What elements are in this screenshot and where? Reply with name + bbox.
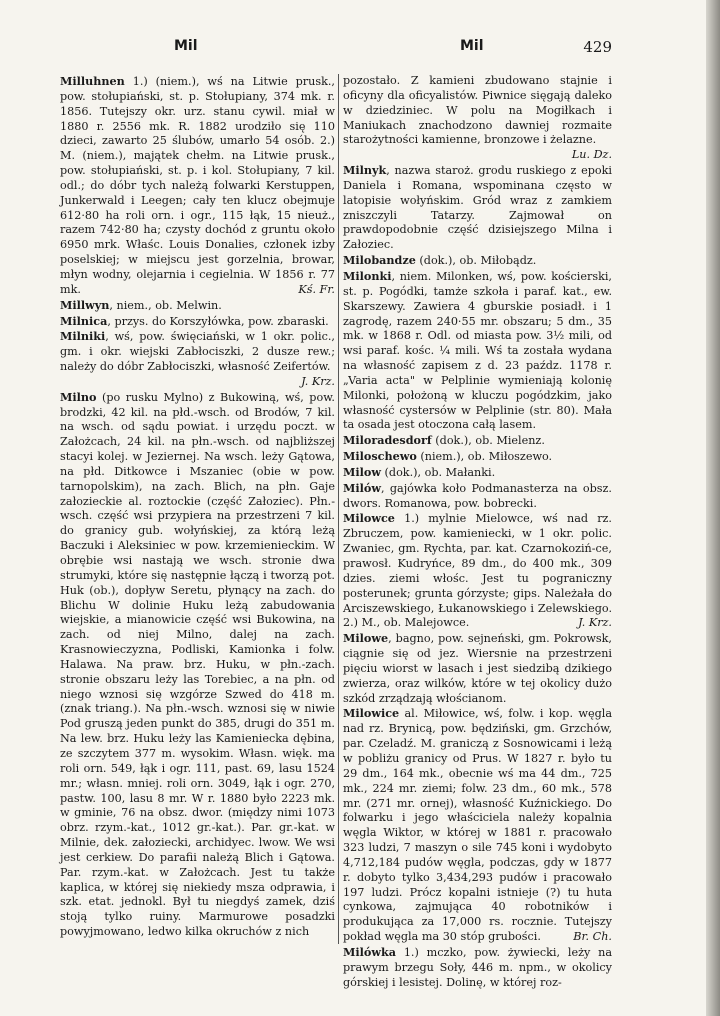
page-edge-shadow xyxy=(706,0,720,1016)
entry-author: Lu. Dz. xyxy=(571,148,612,162)
dictionary-entry xyxy=(343,433,612,449)
running-head-right: Mil xyxy=(460,38,484,54)
entry-headword: Milnica xyxy=(60,313,108,328)
entry-text: (dok.), ob. Mielenz. xyxy=(431,434,545,448)
dictionary-entry xyxy=(343,631,612,706)
entry-headword: Milówka xyxy=(343,944,396,959)
dictionary-entry xyxy=(343,269,612,433)
entry-author: Kś. Fr. xyxy=(298,282,335,296)
page-header xyxy=(60,38,612,58)
entry-text: , wś, pow. święciański, w 1 okr. polic., gm. i okr. wiejski Zabłociszki, 2 dusze rew.; należy do dóbr Zabłociszki, własność Zeifertów. xyxy=(60,330,335,374)
entry-headword: Miloradesdorf xyxy=(343,433,432,448)
entry-headword: Millwyn xyxy=(60,297,110,312)
entry-text: , niem., ob. Melwin. xyxy=(109,298,222,312)
entry-text: , przys. do Korszyłówka, pow. zbaraski. xyxy=(107,314,329,328)
dictionary-entry xyxy=(60,314,335,330)
entry-headword: Milowice xyxy=(343,706,400,721)
entry-text: , niem. Milonken, wś, pow. kościerski, st. p. Pogódki, tamże szkoła i paraf. kat., ew. Skarszewy. Zawiera 4 gburskie posiadł. i 1 zagrodę, razem 240·55 mr. obszaru; 5 dm., 35 mk. w 1868 r. Odl. od miasta pow. 3½ mili, od wsi paraf. kośc. ¼ mili. Wś ta została wydana na własność zapisem z d. 23 paźdz. 1178 r. „Varia acta" w Pelplinie wymieniają kolonię Milonki, położoną w kluczu pogódzkim, jako własność cystersów w Pelplinie (str. 80). Mała ta osada jest otoczona całą lasem. xyxy=(343,269,612,432)
entry-text: 1.) mylnie Mielowce, wś nad rz. Zbruczem, pow. kamieniecki, w 1 okr. polic. Zwaniec, gm. Rychta, par. kat. Czarnokoziń-ce, prawosł. Kudryńce, 89 dm., do 400 mk., 309 dzies. ziemi włośc. Jest tu pograniczny posterunek; grunta górzyste; gips. Należała do Arciszewskiego, Łukanowskiego i Zelewskiego. 2.) M., ob. Malejowce. xyxy=(343,512,612,630)
entry-headword: Milowe xyxy=(343,631,389,646)
entry-headword: Milowce xyxy=(343,511,395,526)
dictionary-entry xyxy=(343,163,612,253)
entry-text: al. Miłowice, wś, folw. i kop. węgla nad rz. Brynicą, pow. będziński, gm. Grzchów, par. Czeladź. M. graniczą z Sosnowicami i leżą w pobliżu granicy od Prus. W 1827 r. było tu 29 dm., 164 mk., obecnie wś ma 44 dm., 725 mk., 224 mr. ziemi; folw. 23 dm., 60 mk., 578 mr. (271 mr. ornej), własność Kuźnickiego. Do folwarku i jego właściciela należy kopalnia węgla Wiktor, w której w 1881 r. pracowało 323 ludzi, 7 maszyn o sile 745 koni i wydobyto 4,712,184 pudów węgla, podczas, gdy w 1877 r. dobyto tylko 3,434,293 pudów i pracowało 197 ludzi. Prócz kopalni istnieje (?) tu huta cynkowa, zajmująca 40 robotników i produkująca za 17,000 rs. rocznie. Tutejszy pokład węgla ma 30 stóp grubości. xyxy=(343,707,612,944)
entry-text: pozostało. Z kamieni zbudowano stajnie i oficyny dla oficyalistów. Piwnice sięgają daleko w dziedziniec. W polu na Mogiłkach i Maniukach znachodzono dawniej rozmaite starożytności kamienne, bronzowe i żelazne. xyxy=(343,74,612,147)
running-head-left: Mil xyxy=(174,38,198,54)
dictionary-entry xyxy=(343,449,612,465)
entry-headword: Milów xyxy=(343,480,381,495)
dictionary-entry xyxy=(343,706,612,945)
entry-headword: Milniki xyxy=(60,329,106,344)
entry-author: J. Krz. xyxy=(301,374,335,388)
entry-headword: Milno xyxy=(60,389,97,404)
dictionary-entry xyxy=(60,74,335,298)
dictionary-entry xyxy=(343,481,612,512)
dictionary-entry xyxy=(343,465,612,481)
dictionary-entry xyxy=(60,390,335,940)
dictionary-entry xyxy=(60,298,335,314)
dictionary-entry xyxy=(343,253,612,269)
entry-text: , gajówka koło Podmanasterza na obsz. dwors. Romanowa, pow. bobrecki. xyxy=(343,481,612,510)
entry-headword: Miloschewo xyxy=(343,449,417,464)
entry-author: J. Krz. xyxy=(578,616,612,630)
dictionary-entry xyxy=(343,945,612,991)
entry-headword: Milluhnen xyxy=(60,74,125,88)
column-divider xyxy=(338,74,339,944)
page-number: 429 xyxy=(583,38,612,56)
entry-text: 1.) mczko, pow. żywiecki, leży na prawym brzegu Soły, 446 m. npm., w okolicy górskiej i lesistej. Dolinę, w której roz- xyxy=(343,945,612,989)
dictionary-entry xyxy=(343,74,612,163)
right-column xyxy=(343,74,612,989)
entry-headword: Milonki xyxy=(343,268,392,283)
entry-text: , bagno, pow. sejneński, gm. Pokrowsk, ciągnie się od jez. Wiersnie na przestrzeni pięciu wiorst w lasach i jest siedzibą dzikiego zwierza, oraz wilków, które w tej okolicy dużo szkód zrządzają włościanom. xyxy=(343,632,612,705)
entry-headword: Milobandze xyxy=(343,253,416,268)
dictionary-entry xyxy=(60,329,335,389)
entry-text: (niem.), ob. Miłoszewo. xyxy=(416,450,553,464)
entry-text: (dok.), ob. Małanki. xyxy=(380,465,496,479)
entry-text: 1.) (niem.), wś na Litwie prusk., pow. stołupiański, st. p. Stołupiany, 374 mk. r. 1856. Tutejszy okr. urz. stanu cywil. miał w 1880 r. 2556 mk. R. 1882 urodziło się 110 dzieci, zawarto 25 ślubów, umarło 54 osób. 2.) M. (niem.), majątek chełm. na Litwie prusk., pow. stołupiański, st. p. i kol. Stołupiany, 7 kil. odl.; do dóbr tych należą folwarki Kerstuppen, Junkerwald i Leegen; cały ten klucz obejmuje 612·80 ha roli orn. i ogr., 115 łąk, 15 nieuż., razem 742·80 ha; czysty dochód z gruntu około 6950 mrk. Właśc. Louis Donalies, członek izby poselskiej; w miejscu jest gorzelnia, browar, młyn wodny, olejarnia i cegielnia. W 1856 r. 77 mk. xyxy=(60,75,335,296)
entry-text: (po rusku Mylno) z Bukowiną, wś, pow. brodzki, 42 kil. na płd.-wsch. od Brodów, 7 kil. na wsch. od sądu powiat. i urzędu poczt. w Założcach, 24 kil. na płn.-wsch. od najbliższej stacyi kolej. w Jeziernej. Na wsch. leży Gątowa, na płd. Ditkowce i Mszaniec (obie w pow. tarnopolskim), na zach. Blich, na płn. Gaje załozieckie al. roztockie (część Załoziec). Płn.-wsch. część wsi przypiera na przestrzeni 7 kil. do granicy gub. wołyńskiej, za którą leżą Baczuki i Aleksiniec w pow. krzemienieckim. W obrębie wsi nastają we wsch. stronie dwa strumyki, które się następnie łączą i tworzą pot. Huk (ob.), dopływ Seretu, płynący na zach. do Blichu W dolinie Huku leżą zabudowania wiejskie, a mianowicie część wsi Bukowina, na zach. od niej Milno, dalej na zach. Krasnowieczyzna, Podliski, Kamionka i folw. Halawa. Na praw. brz. Huku, w płn.-zach. stronie obszaru leży las Torebiec, a na płn. od niego wznosi się wzgórze Szwed do 418 m. (znak triang.). Na płn.-wsch. wznosi się w niwie Pod gruszą jeden punkt do 385, drugi do 351 m. Na lew. brz. Huku leży las Kamieniecka dębina, ze szczytem 377 m. wysokim. Własn. więk. ma roli orn. 549, łąk i ogr. 111, past. 69, lasu 1524 mr.; własn. mniej. roli orn. 3049, łąk i ogr. 270, pastw. 100, lasu 8 mr. W r. 1880 było 2223 mk. w gminie, 76 na obsz. dwor. (między nimi 1073 obrz. rzym.-kat., 1012 gr.-kat.). Par. gr.-kat. w Milnie, dek. załoziecki, archidyec. lwow. We wsi jest cerkiew. Do parafii należą Blich i Gątowa. Par. rzym.-kat. w Założcach. Jest tu także kaplica, w której się niekiedy msza odprawia, i szk. etat. jednokl. Był tu niegdyś zamek, dziś stoją tylko ruiny. Marmurowe posadzki powyjmowano, ledwo kilka okruchów z nich xyxy=(60,390,335,939)
entry-headword: Milnyk xyxy=(343,163,387,178)
entry-text: , nazwa staroż. grodu ruskiego z epoki Daniela i Romana, wspominana często w latopisie wołyńskim. Gród wraz z zamkiem zniszczyli Tatarzy. Zajmował on prawdopodobnie część dzisiejszego Milna i Załoziec. xyxy=(343,164,612,252)
entry-author: Br. Ch. xyxy=(573,930,612,944)
entry-text: (dok.), ob. Miłobądz. xyxy=(415,254,537,268)
dictionary-entry xyxy=(343,511,612,631)
left-column xyxy=(60,74,335,954)
entry-headword: Milow xyxy=(343,464,381,479)
